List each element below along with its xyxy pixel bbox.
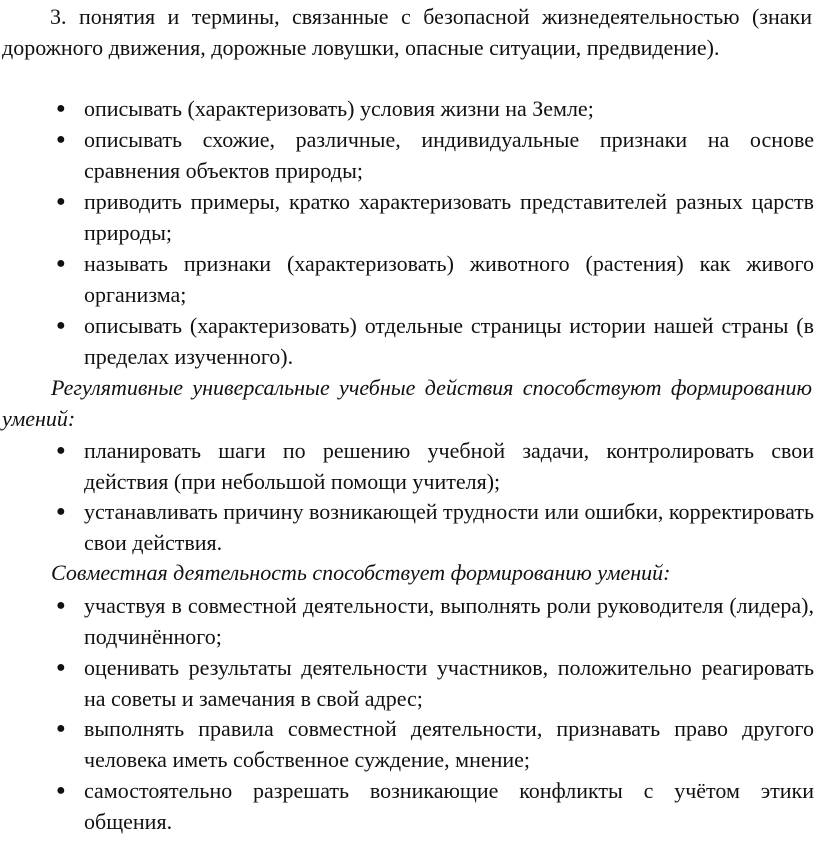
bullet-icon: ●	[56, 442, 66, 459]
bullet-icon: ●	[56, 100, 66, 117]
joint-activity-heading: Совместная деятельность способствует формированию умений:	[51, 560, 671, 585]
bullet-icon: ●	[56, 317, 66, 334]
bullet-icon: ●	[56, 193, 66, 210]
list-item-text: самостоятельно разрешать возникающие конфликты с учётом этики общения.	[84, 778, 814, 834]
list-item-text: приводить примеры, кратко характеризовать представителей разных царств природы;	[84, 189, 814, 245]
regulative-heading: Регулятивные универсальные учебные действия способствуют формированию умений:	[2, 375, 812, 431]
list-item-text: описывать (характеризовать) отдельные страницы истории нашей страны (в пределах изученного).	[84, 313, 814, 369]
intro-paragraph: 3. понятия и термины, связанные с безопасной жизнедеятельностью (знаки дорожного движения, дорожные ловушки, опасные ситуации, предвидение).	[2, 4, 812, 60]
bullet-icon: ●	[56, 782, 66, 799]
list-item-text: участвуя в совместной деятельности, выполнять роли руководителя (лидера), подчинённого;	[84, 593, 814, 649]
list-item-text: описывать схожие, различные, индивидуальные признаки на основе сравнения объектов природы;	[84, 127, 814, 183]
list-item-text: выполнять правила совместной деятельности, признавать право другого человека иметь собственное суждение, мнение;	[84, 716, 814, 772]
list-item-text: устанавливать причину возникающей трудности или ошибки, корректировать свои действия.	[84, 499, 814, 555]
bullet-icon: ●	[56, 255, 66, 272]
list-item-text: описывать (характеризовать) условия жизни на Земле;	[84, 96, 594, 121]
list-item-text: планировать шаги по решению учебной задачи, контролировать свои действия (при небольшой помощи учителя);	[84, 438, 814, 494]
bullet-icon: ●	[56, 503, 66, 520]
bullet-icon: ●	[56, 720, 66, 737]
bullet-icon: ●	[56, 597, 66, 614]
bullet-icon: ●	[56, 131, 66, 148]
list-item-text: называть признаки (характеризовать) животного (растения) как живого организма;	[84, 251, 814, 307]
list-item-text: оценивать результаты деятельности участников, положительно реагировать на советы и замечания в свой адрес;	[84, 655, 814, 711]
bullet-icon: ●	[56, 659, 66, 676]
